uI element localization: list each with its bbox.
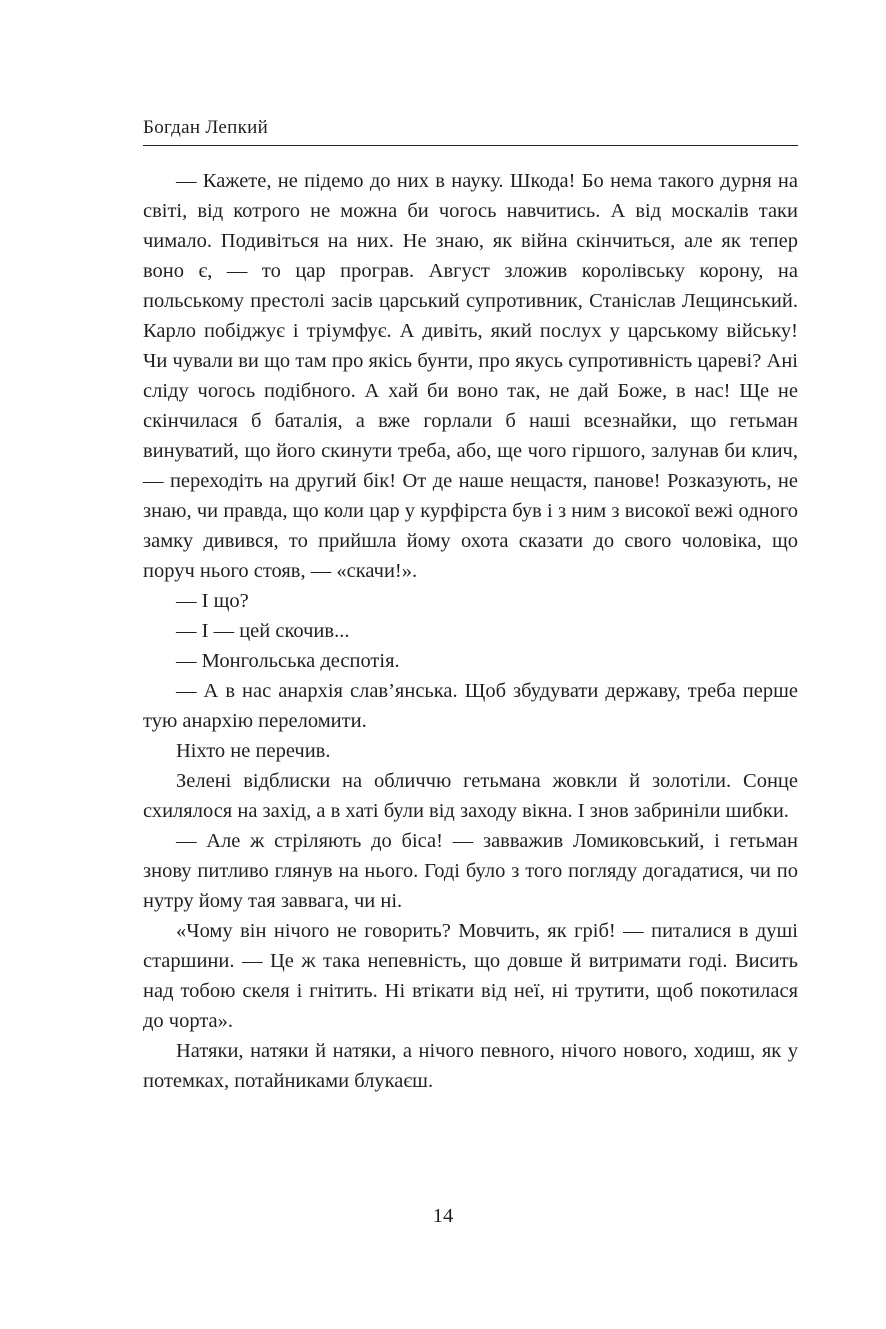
paragraph: «Чому він нічого не говорить? Мовчить, як гріб! — питалися в душі старшини. — Це ж така непевність, що довше й витримати годі. Висить над тобою скеля і гнітить. Ні втікати від неї, ні трутити, щоб покотилася до чорта». (143, 920, 798, 1032)
paragraph: Зелені відблиски на обличчю гетьмана жовкли й золотіли. Сонце схилялося на захід, а в хаті були від заходу вікна. І знов забриніли шибки. (143, 770, 798, 822)
paragraph: — І що? (176, 590, 249, 612)
header-rule (143, 145, 798, 146)
paragraph: — Але ж стріляють до біса! — завважив Ломиковський, і гетьман знову питливо глянув на нього. Годі було з того погляду догадатися, чи по нутру йому тая заввага, чи ні. (143, 830, 798, 912)
paragraph: — І — цей скочив... (176, 620, 350, 642)
paragraph: Натяки, натяки й натяки, а нічого певного, нічого нового, ходиш, як у потемках, потайниками блукаєш. (143, 1040, 798, 1092)
paragraph: — Кажете, не підемо до них в науку. Шкода! Бо нема такого дурня на світі, від котрого не можна би чогось навчитись. А від москалів таки чимало. Подивіться на них. Не знаю, як війна скінчиться, але як тепер воно є, — то цар програв. Август зложив королівську корону, на польському престолі засів царський супротивник, Станіслав Лещинський. Карло побіджує і тріумфує. А дивіть, який послух у царському війську! Чи чували ви що там про якісь бунти, про якусь супротивність цареві? Ані сліду чогось подібного. А хай би воно так, не дай Боже, в нас! Ще не скінчилася б баталія, а вже горлали б наші всезнайки, що гетьман винуватий, що його скинути треба, або, ще чого гіршого, залунав би клич, — переходіть на другий бік! От де наше нещастя, панове! Розказують, не знаю, чи правда, що коли цар у курфірста був і з ним з високої вежі одного замку дивився, то прийшла йому охота сказати до свого чоловіка, що поруч нього стояв, — «скачи!». (143, 170, 798, 582)
paragraph: — А в нас анархія слав’янська. Щоб збудувати державу, треба перше тую анархію переломити. (143, 680, 798, 732)
paragraph: Ніхто не перечив. (176, 740, 331, 762)
running-head: Богдан Лепкий (143, 117, 269, 138)
body-text (143, 166, 798, 1096)
page-number: 14 (432, 1205, 454, 1227)
paragraph: — Монгольська деспотія. (176, 650, 400, 672)
